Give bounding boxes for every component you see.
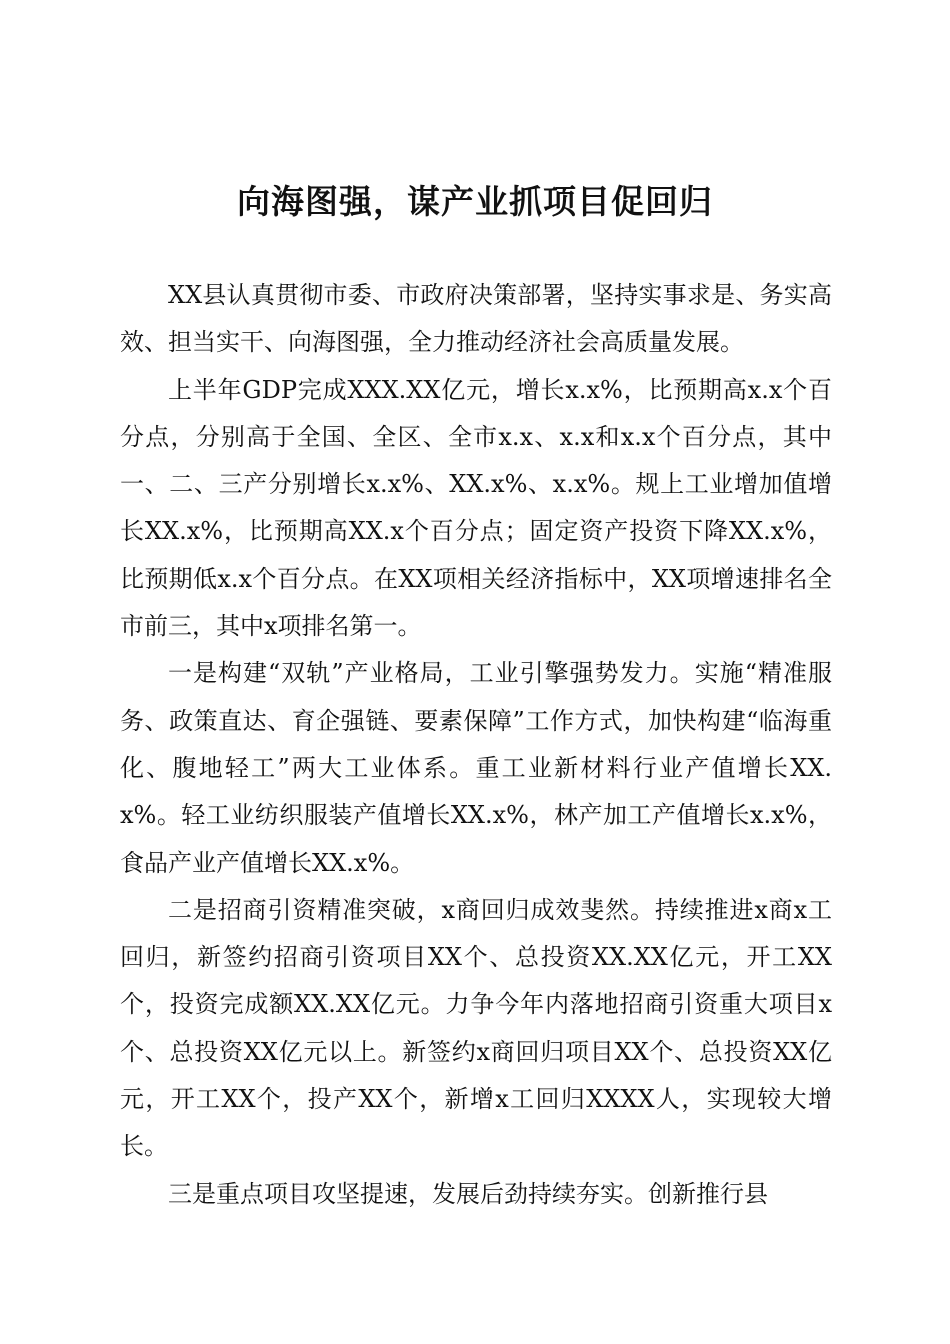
paragraph-projects: 三是重点项目攻坚提速，发展后劲持续夯实。创新推行县 <box>168 1179 768 1208</box>
paragraph-intro: XX县认真贯彻市委、市政府决策部署，坚持实事求是、务实高效、担当实干、向海图强，全力推动经济社会高质量发展。 <box>120 281 832 357</box>
document-body <box>120 272 832 1218</box>
paragraph-gdp: 上半年GDP完成XXX.XX亿元，增长x.x%，比预期高x.x个百分点，分别高于全国、全区、全市x.x、x.x和x.x个百分点，其中一、二、三产分别增长x.x%、XX.x%、x.x%。规上工业增加值增长XX.x%，比预期高XX.x个百分点；固定资产投资下降XX.x%，比预期低x.x个百分点。在XX项相关经济指标中，XX项增速排名全市前三，其中x项排名第一。 <box>120 375 832 641</box>
document-title: 向海图强，谋产业抓项目促回归 <box>237 182 713 221</box>
paragraph-industry: 一是构建“双轨”产业格局，工业引擎强势发力。实施“精准服务、政策直达、育企强链、要素保障”工作方式，加快构建“临海重化、腹地轻工”两大工业体系。重工业新材料行业产值增长XX.x%。轻工业纺织服装产值增长XX.x%，林产加工产值增长x.x%，食品产业产值增长XX.x%。 <box>120 659 832 877</box>
paragraph-investment: 二是招商引资精准突破，x商回归成效斐然。持续推进x商x工回归，新签约招商引资项目XX个、总投资XX.XX亿元，开工XX个，投资完成额XX.XX亿元。力争今年内落地招商引资重大项目x个、总投资XX亿元以上。新签约x商回归项目XX个、总投资XX亿元，开工XX个，投产XX个，新增x工回归XXXX人，实现较大增长。 <box>120 895 832 1161</box>
